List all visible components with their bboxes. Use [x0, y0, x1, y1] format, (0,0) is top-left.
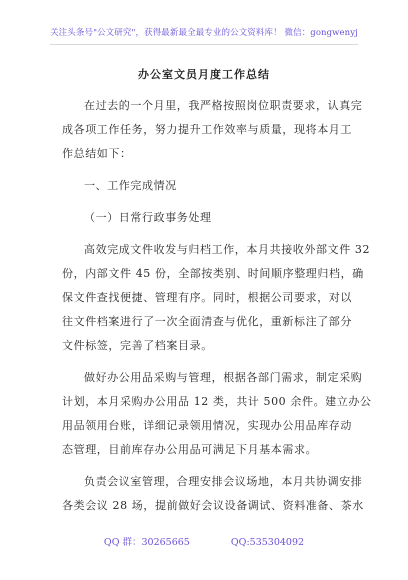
paragraph-line: 成各项工作任务，努力提升工作效率与质量，现将本月工: [62, 123, 352, 136]
paragraph-line: 保文件查找便捷、管理有序。同时，根据公司要求，对以: [62, 291, 352, 304]
paragraph-line: 态管理，目前库存办公用品可满足下月基本需求。: [62, 443, 318, 456]
subsection-heading: （一）日常行政事务处理: [84, 211, 212, 224]
paragraph-line: 高效完成文件收发与归档工作，本月共接收外部文件 32: [84, 243, 371, 256]
paragraph-line: 作总结如下：: [62, 147, 132, 160]
promo-header: 关注头条号"公文研究"，获得最新最全最专业的公文资料库！ 微信：gongwenyj: [50, 28, 358, 38]
paragraph-line: 往文件档案进行了一次全面清查与优化，重新标注了部分: [62, 315, 352, 328]
document-title: 办公室文员月度工作总结: [138, 68, 270, 81]
paragraph-line: 在过去的一个月里，我严格按照岗位职责要求，认真完: [84, 99, 363, 112]
paragraph-line: 用品领用台账，详细记录领用情况，实现办公用品库存动: [62, 419, 352, 432]
paragraph-line: 各类会议 28 场，提前做好会议设备调试、资料准备、茶水: [62, 499, 364, 512]
paragraph-line: 份，内部文件 45 份，全部按类别、时间顺序整理归档，确: [62, 267, 364, 280]
paragraph-line: 文件标签，完善了档案目录。: [62, 339, 213, 352]
paragraph-line: 计划，本月采购办公用品 12 类，共计 500 余件。建立办公: [62, 395, 372, 408]
header-divider: [50, 44, 358, 45]
paragraph-line: 做好办公用品采购与管理，根据各部门需求，制定采购: [84, 371, 363, 384]
paragraph-line: 负责会议室管理，合理安排会议场地，本月共协调安排: [84, 475, 363, 488]
section-heading: 一、工作完成情况: [84, 179, 177, 192]
qq-number-text: QQ:535304092: [230, 537, 305, 548]
contact-footer: [0, 534, 408, 548]
qq-group-text: QQ 群：30265665: [103, 537, 190, 548]
